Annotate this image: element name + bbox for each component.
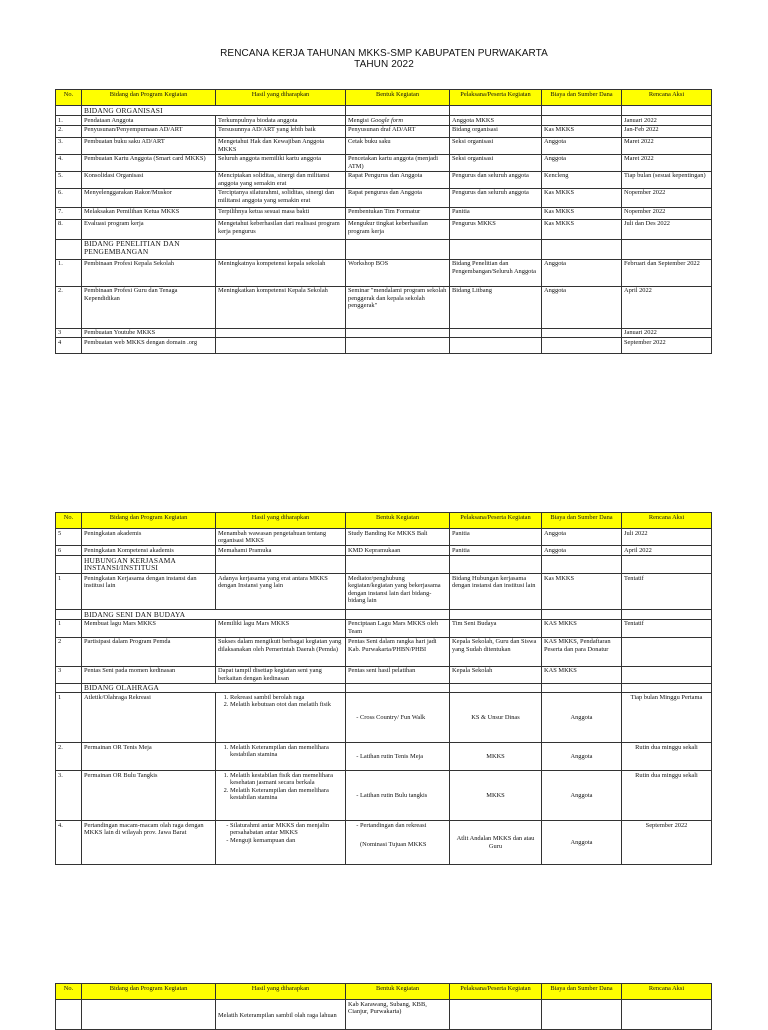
- row-activity: Pentas Seni dalam rangka hari jadi Kab. Purwakarta/PHBN/PHBI: [346, 637, 450, 666]
- activity-list-item: - Cross Country/ Fun Walk: [360, 714, 447, 721]
- row-program: Pembinaan Profesi Kepala Sekolah: [82, 259, 216, 286]
- table-header-row: [56, 984, 712, 1000]
- table-row: [56, 338, 712, 354]
- row-program: Pembuatan buku saku AD/ART: [82, 137, 216, 154]
- row-action-plan: Tentatif: [622, 574, 712, 610]
- row-activity: Mengisi Google form: [346, 116, 450, 126]
- row-result: Menambah wawasan pengetahuan tentang organisasi MKKS: [216, 529, 346, 546]
- result-list-item: 2. Melatih Keterampilan dan memelihara kestabilan stamina: [230, 787, 343, 802]
- row-number: 6: [56, 546, 82, 556]
- row-number: 2: [56, 637, 82, 666]
- activity-list-item: - Latihan rutin Bulu tangkis: [360, 792, 447, 799]
- row-executor: Pengurus dan seluruh anggota: [450, 188, 542, 207]
- row-activity: Study Banding Ke MKKS Bali: [346, 529, 450, 546]
- row-number: 8.: [56, 219, 82, 239]
- section-title: BIDANG SENI DAN BUDAYA: [82, 610, 346, 620]
- row-number: 5.: [56, 171, 82, 188]
- row-action-plan: Januari 2022: [622, 116, 712, 126]
- row-activity: [346, 328, 450, 338]
- header-executor: Pelaksana/Peserta Kegiatan: [450, 513, 542, 529]
- header-no: No.: [56, 513, 82, 529]
- row-program: Membuat lagu Mars MKKS: [82, 619, 216, 637]
- table-row: [56, 219, 712, 239]
- table-row: [56, 286, 712, 328]
- row-activity: Rapat Pengurus dan Anggota: [346, 171, 450, 188]
- table-row: [56, 743, 712, 771]
- activity-list: [348, 822, 447, 829]
- row-action-plan: Juli dan Des 2022: [622, 219, 712, 239]
- header-result: Hasil yang diharapkan: [216, 984, 346, 1000]
- row-program: Pentas Seni pada momen kedinasan: [82, 666, 216, 683]
- table-row: [56, 637, 712, 666]
- row-action-plan: September 2022: [622, 821, 712, 865]
- header-executor: Pelaksana/Peserta Kegiatan: [450, 984, 542, 1000]
- row-number: 4.: [56, 821, 82, 865]
- row-program: Peningkatan Kerjasama dengan instansi dan institusi lain: [82, 574, 216, 610]
- row-result: Memahami Pramuka: [216, 546, 346, 556]
- row-activity: Workshop BOS: [346, 259, 450, 286]
- row-activity: KMD Kepramukaan: [346, 546, 450, 556]
- row-executor: [450, 338, 542, 354]
- header-action-plan: Rencana Aksi: [622, 984, 712, 1000]
- row-number: 6.: [56, 188, 82, 207]
- row-result: Terpilihnya ketua sesuai masa bakti: [216, 207, 346, 219]
- result-list-item: 1. Rekreasi sambil berolah raga: [230, 694, 343, 701]
- table-row: [56, 259, 712, 286]
- row-executor: Bidang Hubungan kerjasama dengan instansi dan institusi lain: [450, 574, 542, 610]
- row-action-plan: [622, 666, 712, 683]
- row-executor: Kepala Sekolah: [450, 666, 542, 683]
- row-number: 3.: [56, 137, 82, 154]
- activity-list: [348, 753, 447, 760]
- row-result: Dapat tampil disetiap kegiatan seni yang berkaitan dengan kedinasan: [216, 666, 346, 683]
- row-executor: Anggota MKKS: [450, 116, 542, 126]
- row-activity: Mengukur tingkat keberhasilan program kerja: [346, 219, 450, 239]
- table-row: [56, 619, 712, 637]
- row-executor: Panitia: [450, 529, 542, 546]
- row-result: [216, 328, 346, 338]
- row-activity: Seminar "mendalami program sekolah penggerak dan kepala sekolah penggerak": [346, 286, 450, 328]
- row-funding: Kencleng: [542, 171, 622, 188]
- row-activity: [346, 821, 450, 865]
- section-title: BIDANG PENELITIAN DAN PENGEMBANGAN: [82, 239, 216, 259]
- emphasis-text: Google form: [370, 116, 404, 124]
- row-executor: MKKS: [450, 771, 542, 821]
- section-title: HUBUNGAN KERJASAMA INSTANSI/INSTITUSI: [82, 556, 216, 574]
- header-funding: Biaya dan Sumber Dana: [542, 984, 622, 1000]
- row-action-plan: April 2022: [622, 286, 712, 328]
- row-program: Permainan OR Bulu Tangkis: [82, 771, 216, 821]
- header-no: No.: [56, 90, 82, 106]
- row-funding: Anggota: [542, 154, 622, 171]
- row-activity: Pencetakan kartu anggota (menjadi ATM): [346, 154, 450, 171]
- row-funding: Anggota: [542, 529, 622, 546]
- row-number: 7.: [56, 207, 82, 219]
- activity-note: (Nominasi Tujuan MKKS: [360, 841, 427, 849]
- row-action-plan: September 2022: [622, 338, 712, 354]
- result-list: [218, 694, 343, 709]
- row-funding: Anggota: [542, 743, 622, 771]
- result-list: [218, 822, 343, 844]
- row-result: [216, 743, 346, 771]
- row-number: 4.: [56, 154, 82, 171]
- row-executor: KS & Unsur Dinas: [450, 693, 542, 743]
- row-program: Permainan OR Tenis Meja: [82, 743, 216, 771]
- row-funding: Kas MKKS: [542, 188, 622, 207]
- row-result: Adanya kerjasama yang erat antara MKKS dengan Instansi yang lain: [216, 574, 346, 610]
- row-executor: Pengurus dan seluruh anggota: [450, 171, 542, 188]
- header-action-plan: Rencana Aksi: [622, 90, 712, 106]
- work-plan-table-3: [55, 983, 712, 1030]
- row-executor: Bidang organisasi: [450, 125, 542, 137]
- row-result: Menciptakan soliditas, sinergi dan militansi anggota yang semakin erat: [216, 171, 346, 188]
- row-activity: Pentas seni hasil pelatihan: [346, 666, 450, 683]
- table-row: [56, 666, 712, 683]
- row-action-plan: Rutin dua minggu sekali: [622, 771, 712, 821]
- row-activity: Mediator/penghubung kegiatan/kegiatan yang bekerjasama dengan instansi lain dari bidang-bidang lain: [346, 574, 450, 610]
- row-action-plan: Maret 2022: [622, 137, 712, 154]
- row-number: 1.: [56, 116, 82, 126]
- result-list-item: 2. Melatih kebutuan otot dan melatih fisik: [230, 701, 343, 708]
- row-action-plan: [622, 637, 712, 666]
- row-number: 3.: [56, 771, 82, 821]
- row-result: Meningkatkan kompetensi Kepala Sekolah: [216, 286, 346, 328]
- section-title: BIDANG OLAHRAGA: [82, 683, 346, 693]
- row-funding: Kas MKKS: [542, 219, 622, 239]
- section-title: BIDANG ORGANISASI: [82, 106, 346, 116]
- row-funding: Anggota: [542, 693, 622, 743]
- row-result: Mengetahui Hak dan Kewajiban Anggota MKKS: [216, 137, 346, 154]
- row-executor: Seksi organisasi: [450, 137, 542, 154]
- table-row: [56, 125, 712, 137]
- row-action-plan: [622, 1000, 712, 1030]
- row-program: Peningkatan akademis: [82, 529, 216, 546]
- row-activity: Kab Karawang, Subang, KBB, Cianjur, Purwakarta): [346, 1000, 450, 1030]
- header-activity: Bentuk Kegiatan: [346, 90, 450, 106]
- header-no: No.: [56, 984, 82, 1000]
- row-program: Pertandingan macam-macam olah raga dengan MKKS lain di wilayah prov. Jawa Barat: [82, 821, 216, 865]
- header-program: Bidang dan Program Kegiatan: [82, 984, 216, 1000]
- activity-list-item: - Pertandingan dan rekreasi: [360, 822, 447, 829]
- row-number: 2.: [56, 743, 82, 771]
- result-list-item: - Menguji kemampuan dan: [230, 837, 343, 844]
- table-row: [56, 137, 712, 154]
- table-row: [56, 171, 712, 188]
- header-funding: Biaya dan Sumber Dana: [542, 513, 622, 529]
- row-funding: [542, 116, 622, 126]
- table-row: [56, 1000, 712, 1030]
- activity-list: [348, 714, 447, 721]
- table-row: [56, 693, 712, 743]
- row-number: [56, 1000, 82, 1030]
- row-funding: Kas MKKS: [542, 574, 622, 610]
- row-program: Penyusunan/Penyempurnaan AD/ART: [82, 125, 216, 137]
- row-activity: Rapat pengurus dan Anggota: [346, 188, 450, 207]
- row-executor: Pengurus MKKS: [450, 219, 542, 239]
- header-executor: Pelaksana/Peserta Kegiatan: [450, 90, 542, 106]
- row-number: 1: [56, 693, 82, 743]
- row-action-plan: Juli 2022: [622, 529, 712, 546]
- work-plan-table-1: [55, 89, 712, 354]
- work-plan-table-2: [55, 512, 712, 865]
- result-list: [218, 744, 343, 759]
- row-executor: [450, 1000, 542, 1030]
- table-header-row: [56, 90, 712, 106]
- row-funding: KAS MKKS: [542, 619, 622, 637]
- row-result: Terkumpulnya biodata anggota: [216, 116, 346, 126]
- row-funding: [542, 328, 622, 338]
- row-result: Melatih Keterampilan sambil olah raga lahuan: [216, 1000, 346, 1030]
- row-result: Seluruh anggota memiliki kartu anggota: [216, 154, 346, 171]
- row-funding: Kas MKKS: [542, 207, 622, 219]
- row-funding: KAS MKKS, Pendaftaran Peserta dan para Donatur: [542, 637, 622, 666]
- row-funding: Anggota: [542, 821, 622, 865]
- row-result: Tersusunnya AD/ART yang lebih baik: [216, 125, 346, 137]
- row-result: Sukses dalam mengikuti berbagai kegiatan yang dilaksanakan oleh Pemerintah Daerah (Pemda): [216, 637, 346, 666]
- row-number: 5: [56, 529, 82, 546]
- document-year: TAHUN 2022: [354, 59, 414, 70]
- row-funding: Anggota: [542, 259, 622, 286]
- row-program: Konsolidasi Organisasi: [82, 171, 216, 188]
- row-funding: Kas MKKS: [542, 125, 622, 137]
- row-result: [216, 821, 346, 865]
- table-row: [56, 574, 712, 610]
- row-activity: Pembentukan Tim Formatur: [346, 207, 450, 219]
- row-result: Meningkatnya kompetensi kepala sekolah: [216, 259, 346, 286]
- row-executor: Kepala Sekolah, Guru dan Siswa yang Sudah ditentukan: [450, 637, 542, 666]
- header-activity: Bentuk Kegiatan: [346, 984, 450, 1000]
- row-program: Pembinaan Profesi Guru dan Tenaga Kependidikan: [82, 286, 216, 328]
- row-executor: Seksi organisasi: [450, 154, 542, 171]
- row-result: Mengetahui keberhasilan dari realisasi program kerja pengurus: [216, 219, 346, 239]
- row-executor: Panitia: [450, 546, 542, 556]
- row-number: 2.: [56, 286, 82, 328]
- row-action-plan: Nopember 2022: [622, 188, 712, 207]
- row-executor: Atlit Andalan MKKS dan atau Guru: [450, 821, 542, 865]
- header-action-plan: Rencana Aksi: [622, 513, 712, 529]
- row-action-plan: April 2022: [622, 546, 712, 556]
- row-number: 1: [56, 574, 82, 610]
- row-action-plan: Jan-Feb 2022: [622, 125, 712, 137]
- document-title: RENCANA KERJA TAHUNAN MKKS-SMP KABUPATEN PURWAKARTA: [220, 48, 548, 59]
- row-program: Peningkatan Kompetensi akademis: [82, 546, 216, 556]
- row-executor: MKKS: [450, 743, 542, 771]
- row-executor: Panitia: [450, 207, 542, 219]
- header-program: Bidang dan Program Kegiatan: [82, 90, 216, 106]
- row-funding: [542, 1000, 622, 1030]
- row-activity: [346, 693, 450, 743]
- activity-list: [348, 792, 447, 799]
- row-executor: Tim Seni Budaya: [450, 619, 542, 637]
- row-program: Pembuatan Kartu Anggota (Smart card MKKS): [82, 154, 216, 171]
- row-result: [216, 771, 346, 821]
- row-program: Partisipasi dalam Program Pemda: [82, 637, 216, 666]
- row-action-plan: Tiap bulan Minggu Pertama: [622, 693, 712, 743]
- row-executor: [450, 328, 542, 338]
- result-list-item: - Silaturahmi antar MKKS dan menjalin persahabatan antar MKKS: [230, 822, 343, 837]
- header-result: Hasil yang diharapkan: [216, 513, 346, 529]
- table-row: [56, 188, 712, 207]
- row-activity: Penyusunan draf AD/ART: [346, 125, 450, 137]
- table-row: [56, 116, 712, 126]
- row-funding: Anggota: [542, 546, 622, 556]
- row-activity: Cetak buku saku: [346, 137, 450, 154]
- header-program: Bidang dan Program Kegiatan: [82, 513, 216, 529]
- row-funding: KAS MKKS: [542, 666, 622, 683]
- result-list-item: 1. Melatih kestabilan fisik dan memelihara kesehatan jasmani secara berkala: [230, 772, 343, 787]
- row-result: [216, 338, 346, 354]
- row-program: Pendataan Anggota: [82, 116, 216, 126]
- row-number: 3: [56, 666, 82, 683]
- header-funding: Biaya dan Sumber Dana: [542, 90, 622, 106]
- row-funding: [542, 338, 622, 354]
- result-list: [218, 772, 343, 802]
- row-action-plan: Tiap bulan (sesuai kepentingan): [622, 171, 712, 188]
- table-row: [56, 546, 712, 556]
- row-action-plan: Maret 2022: [622, 154, 712, 171]
- table-row: [56, 328, 712, 338]
- row-number: 2.: [56, 125, 82, 137]
- row-result: Terciptanya silaturahmi, soliditas, sinergi dan militansi anggota yang semakin erat: [216, 188, 346, 207]
- table-row: [56, 154, 712, 171]
- header-result: Hasil yang diharapkan: [216, 90, 346, 106]
- table-row: [56, 207, 712, 219]
- row-action-plan: Januari 2022: [622, 328, 712, 338]
- row-activity: [346, 771, 450, 821]
- row-number: 3: [56, 328, 82, 338]
- row-executor: Bidang Penelitian dan Pengembangan/Seluruh Anggota: [450, 259, 542, 286]
- table-row: [56, 771, 712, 821]
- table-row: [56, 821, 712, 865]
- row-number: 1: [56, 619, 82, 637]
- row-program: Menyelenggarakan Rakor/Muskor: [82, 188, 216, 207]
- header-activity: Bentuk Kegiatan: [346, 513, 450, 529]
- row-funding: Anggota: [542, 137, 622, 154]
- row-activity: Penciptaan Lagu Mars MKKS oleh Team: [346, 619, 450, 637]
- row-funding: Anggota: [542, 771, 622, 821]
- row-action-plan: Februari dan September 2022: [622, 259, 712, 286]
- table-header-row: [56, 513, 712, 529]
- row-activity: [346, 743, 450, 771]
- result-list-item: 1. Melatih Keterampilan dan memelihara kestabilan stamina: [230, 744, 343, 759]
- row-program: [82, 1000, 216, 1030]
- row-funding: Anggota: [542, 286, 622, 328]
- row-program: Evaluasi program kerja: [82, 219, 216, 239]
- row-program: Pembuatan web MKKS dengan domain .org: [82, 338, 216, 354]
- row-action-plan: Nopember 2022: [622, 207, 712, 219]
- table-row: [56, 529, 712, 546]
- row-action-plan: Tentatif: [622, 619, 712, 637]
- row-executor: Bidang Litbang: [450, 286, 542, 328]
- row-program: Atletik/Olahraga Rekreasi: [82, 693, 216, 743]
- row-number: 4: [56, 338, 82, 354]
- activity-list-item: - Latihan rutin Tenis Meja: [360, 753, 447, 760]
- row-program: Melaksakan Pemilihan Ketua MKKS: [82, 207, 216, 219]
- row-number: 1.: [56, 259, 82, 286]
- row-action-plan: Rutin dua minggu sekali: [622, 743, 712, 771]
- row-activity: [346, 338, 450, 354]
- row-program: Pembuatan Youtube MKKS: [82, 328, 216, 338]
- row-result: Memiliki lagu Mars MKKS: [216, 619, 346, 637]
- row-result: [216, 693, 346, 743]
